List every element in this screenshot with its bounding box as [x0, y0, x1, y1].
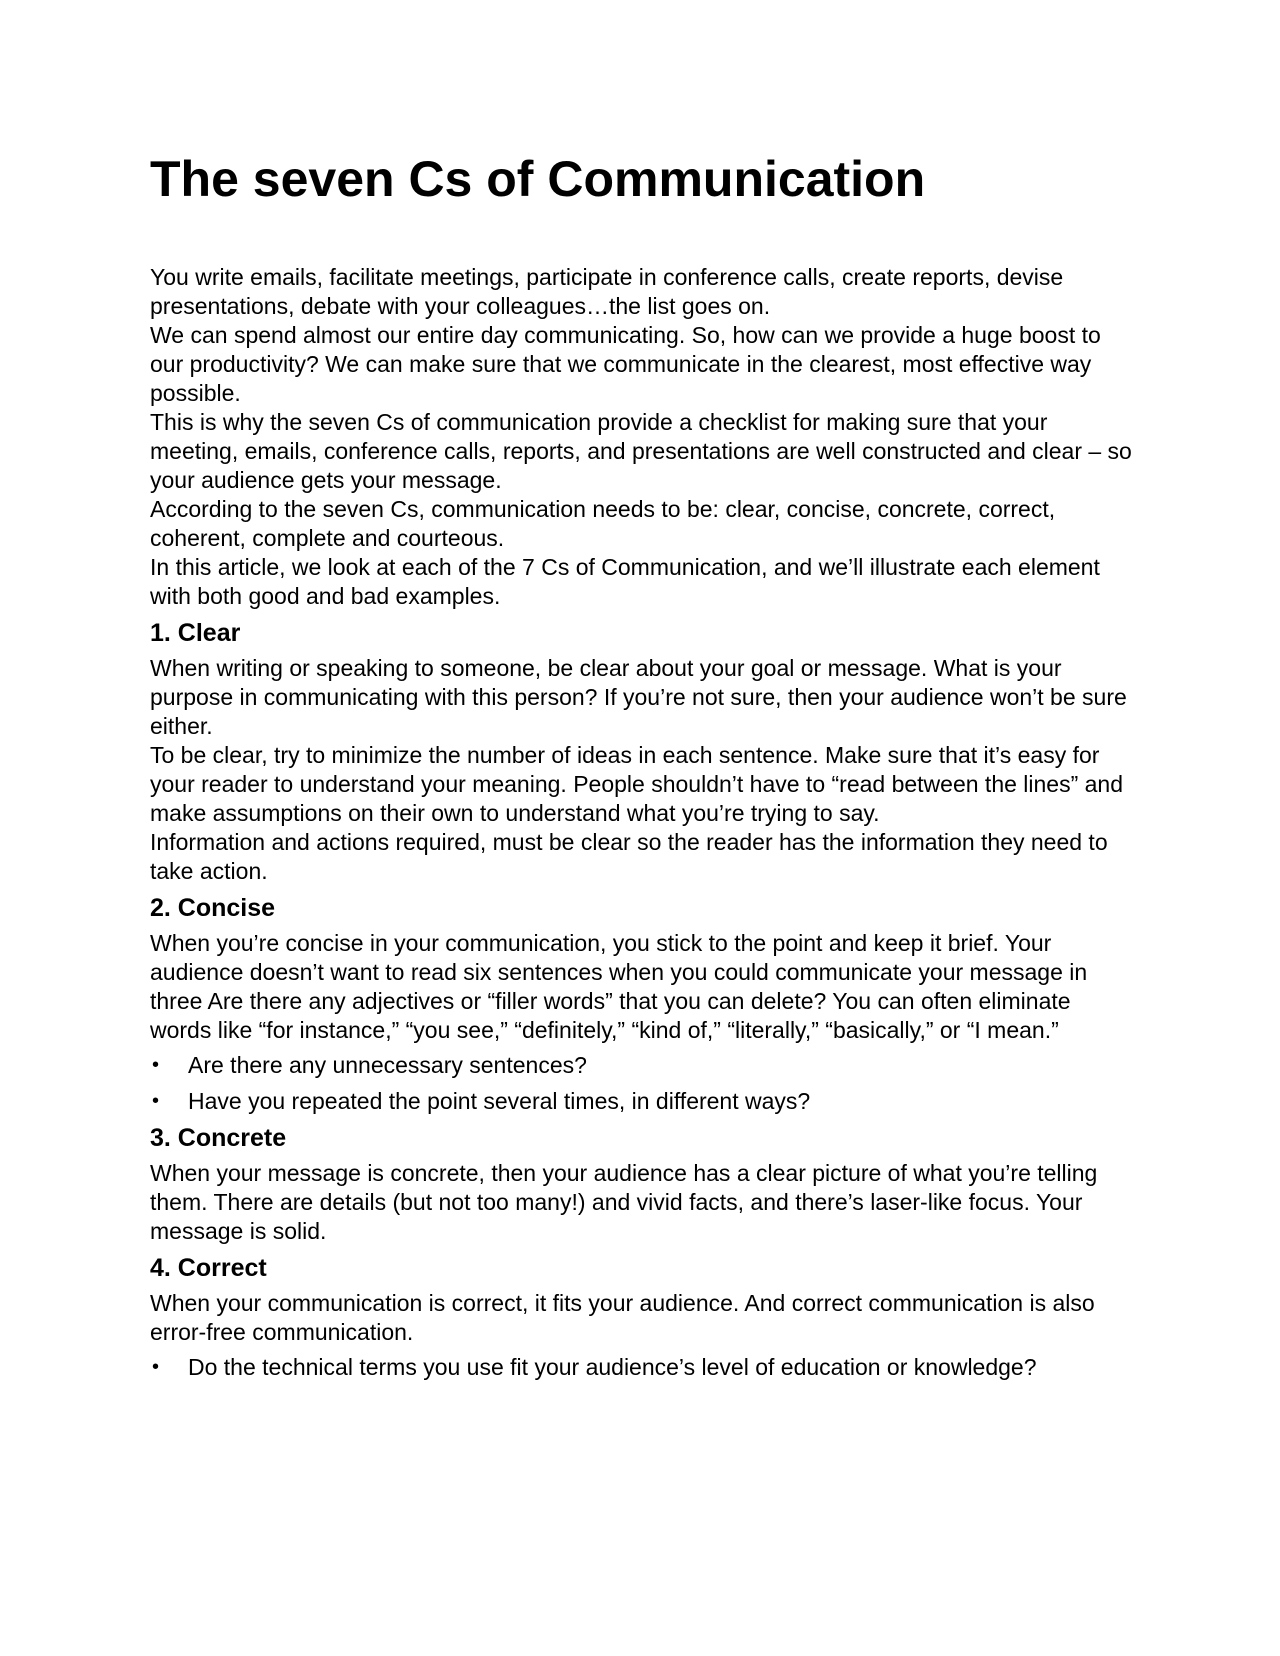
clear-paragraph: To be clear, try to minimize the number of ideas in each sentence. Make sure that it’s easy for your reader to understand your meaning. People shouldn’t have to “read between the lines” and make assumptions on their own to understand what you’re trying to say.: [150, 742, 1124, 826]
clear-paragraph: Information and actions required, must be clear so the reader has the information they need to take action.: [150, 829, 1108, 884]
concrete-paragraph: When your message is concrete, then your audience has a clear picture of what you’re telling them. There are details (but not too many!) and vivid facts, and there’s laser-like focus. Your message is solid.: [150, 1160, 1098, 1244]
section-heading-clear: 1. Clear: [150, 619, 241, 647]
clear-paragraph: When writing or speaking to someone, be clear about your goal or message. What is your purpose in communicating with this person? If you’re not sure, then your audience won’t be sure either.: [150, 655, 1127, 739]
bullet-icon: •: [152, 1054, 160, 1076]
list-item: [150, 1051, 1135, 1080]
list-item: [150, 1353, 1135, 1382]
bullet-icon: •: [152, 1090, 160, 1112]
section-heading-concrete: 3. Concrete: [150, 1124, 287, 1152]
page-title: The seven Cs of Communication: [150, 151, 926, 207]
intro-paragraph: We can spend almost our entire day communicating. So, how can we provide a huge boost to our productivity? We can make sure that we communicate in the clearest, most effective way possible.: [150, 322, 1101, 406]
intro-paragraph: In this article, we look at each of the 7 Cs of Communication, and we’ll illustrate each element with both good and bad examples.: [150, 554, 1100, 609]
concise-paragraph: When you’re concise in your communication, you stick to the point and keep it brief. Your audience doesn’t want to read six sentences when you could communicate your message in three Are there any adjectives or “filler words” that you can delete? You can often eliminate words like “for instance,” “you see,” “definitely,” “kind of,” “literally,” “basically,” or “I mean.”: [150, 930, 1088, 1043]
correct-bullet-list: [150, 1353, 1135, 1382]
list-item-text: Are there any unnecessary sentences?: [188, 1052, 587, 1078]
bullet-icon: •: [152, 1356, 160, 1378]
list-item-text: Do the technical terms you use fit your audience’s level of education or knowledge?: [188, 1354, 1037, 1380]
intro-paragraph: You write emails, facilitate meetings, participate in conference calls, create reports, devise presentations, debate with your colleagues…the list goes on.: [150, 264, 1064, 319]
section-heading-concise: 2. Concise: [150, 894, 276, 922]
list-item: [150, 1087, 1135, 1116]
section-heading-correct: 4. Correct: [150, 1254, 267, 1282]
concise-bullet-list: [150, 1051, 1135, 1116]
intro-paragraph: According to the seven Cs, communication needs to be: clear, concise, concrete, correct, coherent, complete and courteous.: [150, 496, 1056, 551]
intro-paragraph: This is why the seven Cs of communication provide a checklist for making sure that your meeting, emails, conference calls, reports, and presentations are well constructed and clear – so your audience gets your message.: [150, 409, 1132, 493]
list-item-text: Have you repeated the point several times, in different ways?: [188, 1088, 811, 1114]
document-body: [150, 263, 1135, 1389]
correct-paragraph: When your communication is correct, it fits your audience. And correct communication is also error-free communication.: [150, 1290, 1095, 1345]
